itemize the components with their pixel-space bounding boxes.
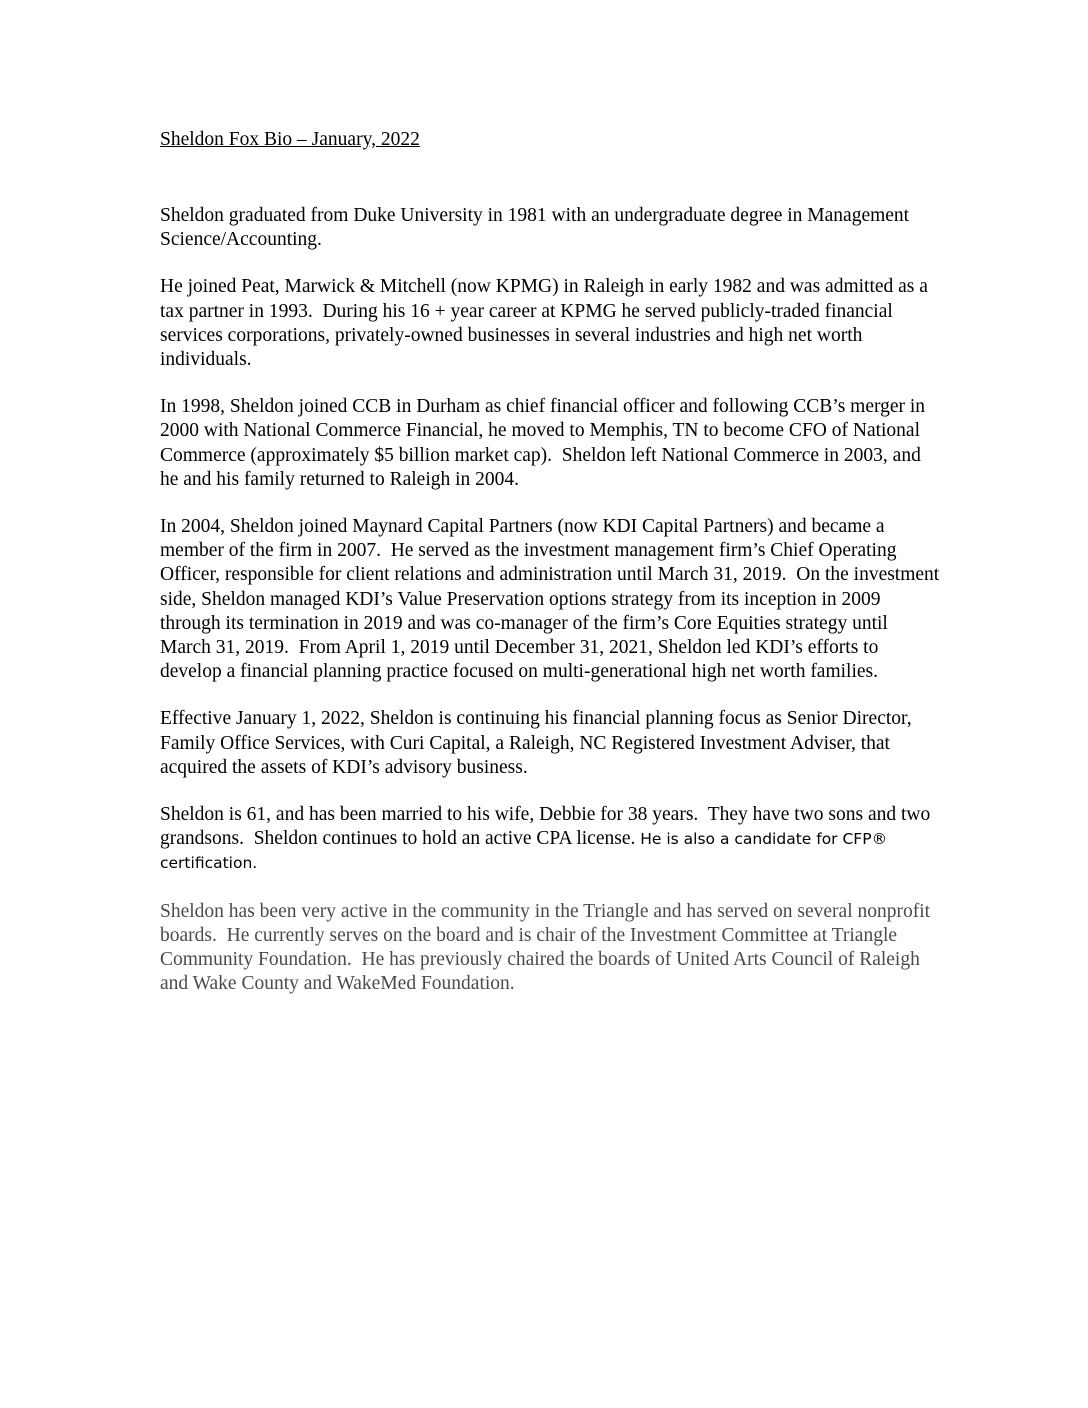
ccb-paragraph: In 1998, Sheldon joined CCB in Durham as chief financial officer and following CCB’s merger in 2000 with National Commerce Financial, he moved to Memphis, TN to become CFO of National Commerce (approximately $5 billion market cap). Sheldon left National Commerce in 2003, and he and his family returned to Raleigh in 2004. <box>160 396 926 490</box>
cfp-note: He is also a candidate for CFP® certification. <box>160 830 888 873</box>
family-text: Sheldon is 61, and has been married to his wife, Debbie for 38 years. They have two sons and two grandsons. Sheldon continues to hold an active CPA license. <box>160 804 931 850</box>
kpmg-paragraph: He joined Peat, Marwick & Mitchell (now KPMG) in Raleigh in early 1982 and was admitted as a tax partner in 1993. During his 16 + year career at KPMG he served publicly-traded financial services corporations, privately-owned businesses in several industries and high net worth individuals. <box>160 276 928 371</box>
community-paragraph: Sheldon has been very active in the community in the Triangle and has served on several nonprofit boards. He currently serves on the board and is chair of the Investment Committee at Triangle Community Foundation. He has previously chaired the boards of United Arts Council of Raleigh and Wake County and WakeMed Foundation. <box>160 900 931 995</box>
document-body <box>160 128 940 996</box>
document-title: Sheldon Fox Bio – January, 2022 <box>160 129 420 150</box>
education-paragraph: Sheldon graduated from Duke University in 1981 with an undergraduate degree in Management Science/Accounting. <box>160 205 910 251</box>
kdi-paragraph: In 2004, Sheldon joined Maynard Capital Partners (now KDI Capital Partners) and became a member of the firm in 2007. He served as the investment management firm’s Chief Operating Officer, responsible for client relations and administration until March 31, 2019. On the investment side, Sheldon managed KDI’s Value Preservation options strategy from its inception in 2009 through its termination in 2019 and was co-manager of the firm’s Core Equities strategy until March 31, 2019. From April 1, 2019 until December 31, 2021, Sheldon led KDI’s efforts to develop a financial planning practice focused on multi-generational high net worth families. <box>160 516 940 683</box>
curi-paragraph: Effective January 1, 2022, Sheldon is continuing his financial planning focus as Senior Director, Family Office Services, with Curi Capital, a Raleigh, NC Registered Investment Adviser, that acquired the assets of KDI’s advisory business. <box>160 708 912 778</box>
family-paragraph <box>160 803 940 876</box>
